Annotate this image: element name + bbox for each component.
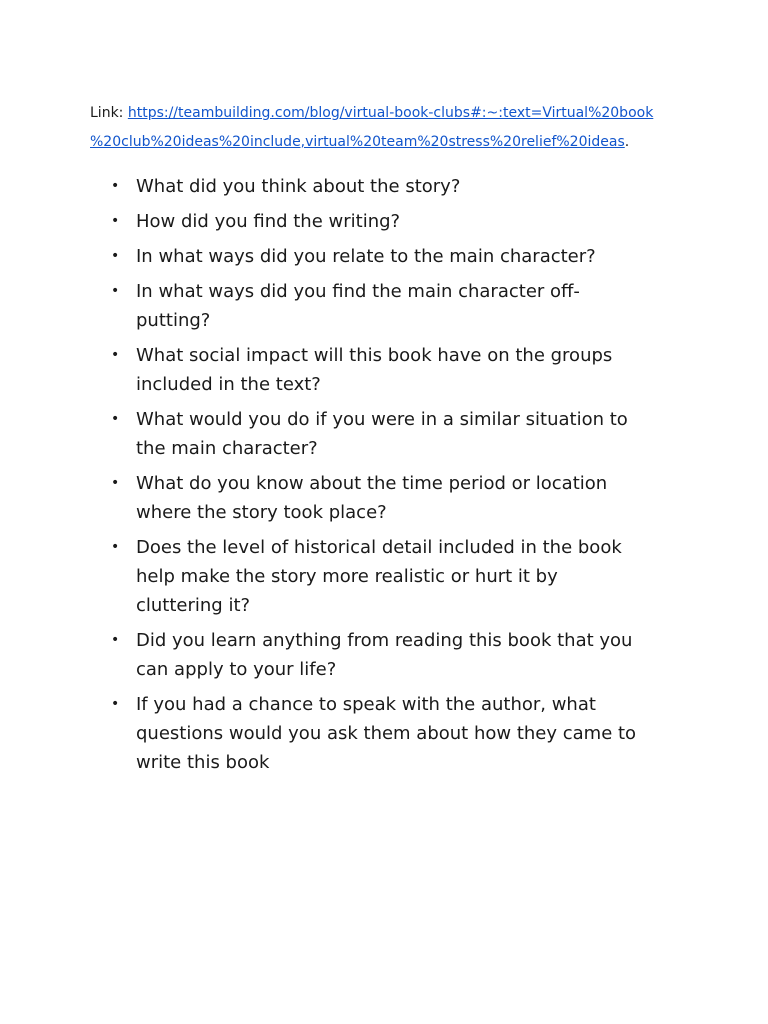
bullet-icon: •	[111, 248, 120, 264]
bullet-icon: •	[111, 696, 120, 712]
article-link-part-1[interactable]: https://teambuilding.com/blog/virtual-book-clubs#:~:text=Virtual%20book	[127, 105, 654, 121]
list-item	[90, 690, 690, 777]
list-item	[90, 277, 690, 335]
question-line: where the story took place?	[136, 502, 387, 523]
question-line: What do you know about the time period or location	[136, 473, 608, 494]
list-item	[90, 405, 690, 463]
question-line: In what ways did you find the main character off-	[136, 281, 580, 302]
list-item	[90, 469, 690, 527]
question-line: write this book	[136, 752, 270, 773]
question-line: If you had a chance to speak with the author, what	[136, 694, 596, 715]
bullet-icon: •	[111, 213, 120, 229]
question-line: Did you learn anything from reading this book that you	[136, 630, 633, 651]
bullet-icon: •	[111, 539, 120, 555]
list-item	[90, 626, 690, 684]
bullet-icon: •	[111, 347, 120, 363]
list-item	[90, 242, 690, 271]
question-line: can apply to your life?	[136, 659, 337, 680]
bullet-icon: •	[111, 475, 120, 491]
link-trailing-period: .	[624, 134, 630, 150]
link-paragraph	[90, 99, 690, 157]
question-line: How did you find the writing?	[136, 211, 401, 232]
question-line: What did you think about the story?	[136, 176, 461, 197]
question-line: cluttering it?	[136, 595, 251, 616]
question-line: putting?	[136, 310, 211, 331]
question-list	[90, 172, 690, 783]
question-line: questions would you ask them about how they came to	[136, 723, 637, 744]
link-line-1	[90, 99, 690, 128]
list-item	[90, 207, 690, 236]
bullet-icon: •	[111, 178, 120, 194]
bullet-icon: •	[111, 283, 120, 299]
question-line: help make the story more realistic or hurt it by	[136, 566, 558, 587]
question-line: Does the level of historical detail included in the book	[136, 537, 622, 558]
question-line: What would you do if you were in a similar situation to	[136, 409, 628, 430]
question-line: In what ways did you relate to the main character?	[136, 246, 596, 267]
list-item	[90, 533, 690, 620]
list-item	[90, 341, 690, 399]
question-line: included in the text?	[136, 374, 321, 395]
bullet-icon: •	[111, 411, 120, 427]
link-label: Link:	[90, 105, 128, 121]
bullet-icon: •	[111, 632, 120, 648]
list-item	[90, 172, 690, 201]
article-link-part-2[interactable]: %20club%20ideas%20include,virtual%20team%20stress%20relief%20ideas	[90, 134, 625, 150]
question-line: the main character?	[136, 438, 318, 459]
link-line-2	[90, 128, 690, 157]
question-line: What social impact will this book have on the groups	[136, 345, 613, 366]
